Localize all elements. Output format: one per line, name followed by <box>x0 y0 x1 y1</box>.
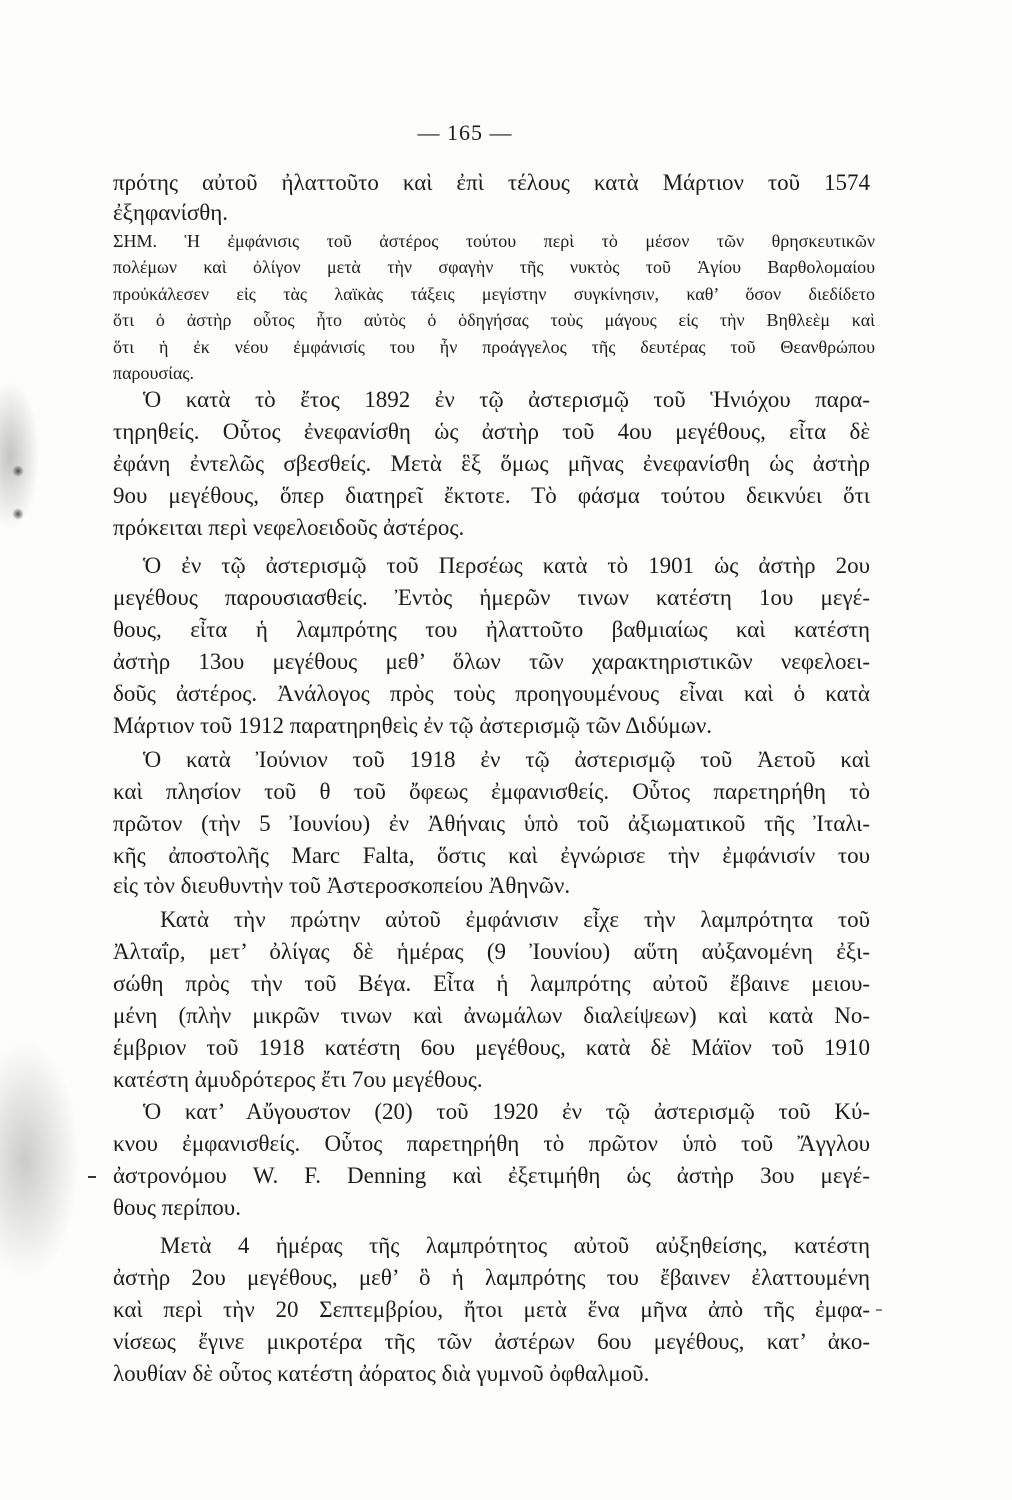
text-line: κνου ἐμφανισθείς. Οὗτος παρετηρήθη τὸ πρῶτον ὑπὸ τοῦ Ἄγγλου <box>113 1131 870 1156</box>
scan-smudge <box>0 1040 80 1280</box>
text-line: εἰς τὸν διευθυντὴν τοῦ Ἀστεροσκοπείου Ἀθηνῶν. <box>113 873 571 898</box>
note-line: παρουσίας. <box>113 363 195 383</box>
text-line: μένη (πλὴν μικρῶν τινων καὶ ἀνωμάλων διαλείψεων) καὶ κατὰ Νο- <box>113 1003 870 1028</box>
note-line: πολέμων καὶ ὀλίγον μετὰ τὴν σφαγὴν τῆς νυκτὸς τοῦ Ἁγίου Βαρθολομαίου <box>113 257 875 277</box>
text-line: καὶ πλησίον τοῦ θ τοῦ ὄφεως ἐμφανισθείς. Οὗτος παρετηρήθη τὸ <box>113 779 870 804</box>
text-line: ἀστὴρ 13ου μεγέθους μεθ’ ὅλων τῶν χαρακτηριστικῶν νεφελοει- <box>113 649 870 674</box>
text-line: καὶ περὶ τὴν 20 Σεπτεμβρίου, ἤτοι μετὰ ἕνα μῆνα ἀπὸ τῆς ἐμφα- <box>113 1297 870 1322</box>
text-line: ἐξηφανίσθη. <box>113 200 229 225</box>
text-line: ἀστρονόμου W. F. Denning καὶ ἐξετιμήθη ὡς ἀστὴρ 3ου μεγέ- <box>113 1163 870 1188</box>
note-line: ΣΗΜ. Ἡ ἐμφάνισις τοῦ ἀστέρος τούτου περὶ τὸ μέσον τῶν θρησκευτικῶν <box>113 231 875 251</box>
text-line: πρόκειται περὶ νεφελοειδοῦς ἀστέρος. <box>113 515 465 540</box>
scan-smudge <box>12 465 24 477</box>
note-line: προὐκάλεσεν εἰς τὰς λαϊκὰς τάξεις μεγίστην συγκίνησιν, καθ’ ὅσον διεδίδετο <box>113 284 875 304</box>
text-line: Ὁ κατ’ Αὔγουστον (20) τοῦ 1920 ἐν τῷ ἀστερισμῷ τοῦ Κύ- <box>143 1099 870 1124</box>
text-line: ἀστὴρ 2ου μεγέθους, μεθ’ ὃ ἡ λαμπρότης του ἔβαινεν ἐλαττουμένη <box>113 1265 870 1290</box>
text-line: Ὁ κατὰ Ἰούνιον τοῦ 1918 ἐν τῷ ἀστερισμῷ τοῦ Ἀετοῦ καὶ <box>143 747 870 772</box>
text-line: νίσεως ἔγινε μικροτέρα τῆς τῶν ἀστέρων 6ου μεγέθους, κατ’ ἀκο- <box>113 1329 870 1354</box>
margin-mark <box>88 1176 96 1178</box>
text-line: Κατὰ τὴν πρώτην αὐτοῦ ἐμφάνισιν εἶχε τὴν λαμπρότητα τοῦ <box>160 907 870 932</box>
text-line: θους, εἶτα ἡ λαμπρότης του ἠλαττοῦτο βαθμιαίως καὶ κατέστη <box>113 617 870 642</box>
text-line: θους περίπου. <box>113 1195 241 1220</box>
scan-smudge <box>12 508 24 520</box>
margin-mark <box>876 1309 882 1311</box>
text-line: σώθη πρὸς τὴν τοῦ Βέγα. Εἶτα ἡ λαμπρότης αὐτοῦ ἔβαινε μειου- <box>113 971 870 996</box>
text-line: Μάρτιον τοῦ 1912 παρατηρηθεὶς ἐν τῷ ἀστερισμῷ τῶν Διδύμων. <box>113 713 713 738</box>
scan-smudge <box>0 380 40 530</box>
text-line: πρῶτον (τὴν 5 Ἰουνίου) ἐν Ἀθήναις ὑπὸ τοῦ ἀξιωματικοῦ τῆς Ἰταλι- <box>113 811 870 836</box>
text-line: δοῦς ἀστέρος. Ἀνάλογος πρὸς τοὺς προηγουμένους εἶναι καὶ ὁ κατὰ <box>113 681 870 706</box>
text-line: πρότης αὐτοῦ ἠλαττοῦτο καὶ ἐπὶ τέλους κατὰ Μάρτιον τοῦ 1574 <box>113 170 870 195</box>
text-line: ἐφάνη ἐντελῶς σβεσθείς. Μετὰ ἓξ ὅμως μῆνας ἐνεφανίσθη ὡς ἀστὴρ <box>113 451 870 476</box>
text-line: κατέστη ἀμυδρότερος ἔτι 7ου μεγέθους. <box>113 1067 483 1092</box>
text-line: Ὁ ἐν τῷ ἀστερισμῷ τοῦ Περσέως κατὰ τὸ 1901 ὡς ἀστὴρ 2ου <box>143 553 870 578</box>
text-line: μεγέθους παρουσιασθείς. Ἐντὸς ἡμερῶν τινων κατέστη 1ου μεγέ- <box>113 585 870 610</box>
text-line: λουθίαν δὲ οὗτος κατέστη ἀόρατος διὰ γυμνοῦ ὀφθαλμοῦ. <box>113 1361 650 1386</box>
text-line: Μετὰ 4 ἡμέρας τῆς λαμπρότητος αὐτοῦ αὐξηθείσης, κατέστη <box>160 1233 870 1258</box>
text-line: 9ου μεγέθους, ὅπερ διατηρεῖ ἔκτοτε. Τὸ φάσμα τούτου δεικνύει ὅτι <box>113 483 870 508</box>
text-line: έμβριον τοῦ 1918 κατέστη 6ου μεγέθους, κατὰ δὲ Μάϊον τοῦ 1910 <box>113 1035 870 1060</box>
text-line: κῆς ἀποστολῆς Marc Falta, ὅστις καὶ ἐγνώρισε τὴν ἐμφάνισίν του <box>113 843 870 868</box>
page-number: — 165 — <box>417 120 513 145</box>
text-line: Ὁ κατὰ τὸ ἔτος 1892 ἐν τῷ ἀστερισμῷ τοῦ Ἡνιόχου παρα- <box>143 387 870 412</box>
text-line: Ἀλταΐρ, μετ’ ὀλίγας δὲ ἡμέρας (9 Ἰουνίου) αὕτη αὐξανομένη ἐξι- <box>113 939 870 964</box>
note-line: ὅτι ἡ ἐκ νέου ἐμφάνισίς του ἦν προάγγελος τῆς δευτέρας τοῦ Θεανθρώπου <box>113 337 875 357</box>
note-line: ὅτι ὁ ἀστὴρ οὗτος ἦτο αὐτὸς ὁ ὁδηγήσας τοὺς μάγους εἰς τὴν Βηθλεὲμ καὶ <box>113 310 875 330</box>
text-line: τηρηθείς. Οὗτος ἐνεφανίσθη ὡς ἀστὴρ τοῦ 4ου μεγέθους, εἶτα δὲ <box>113 419 870 444</box>
